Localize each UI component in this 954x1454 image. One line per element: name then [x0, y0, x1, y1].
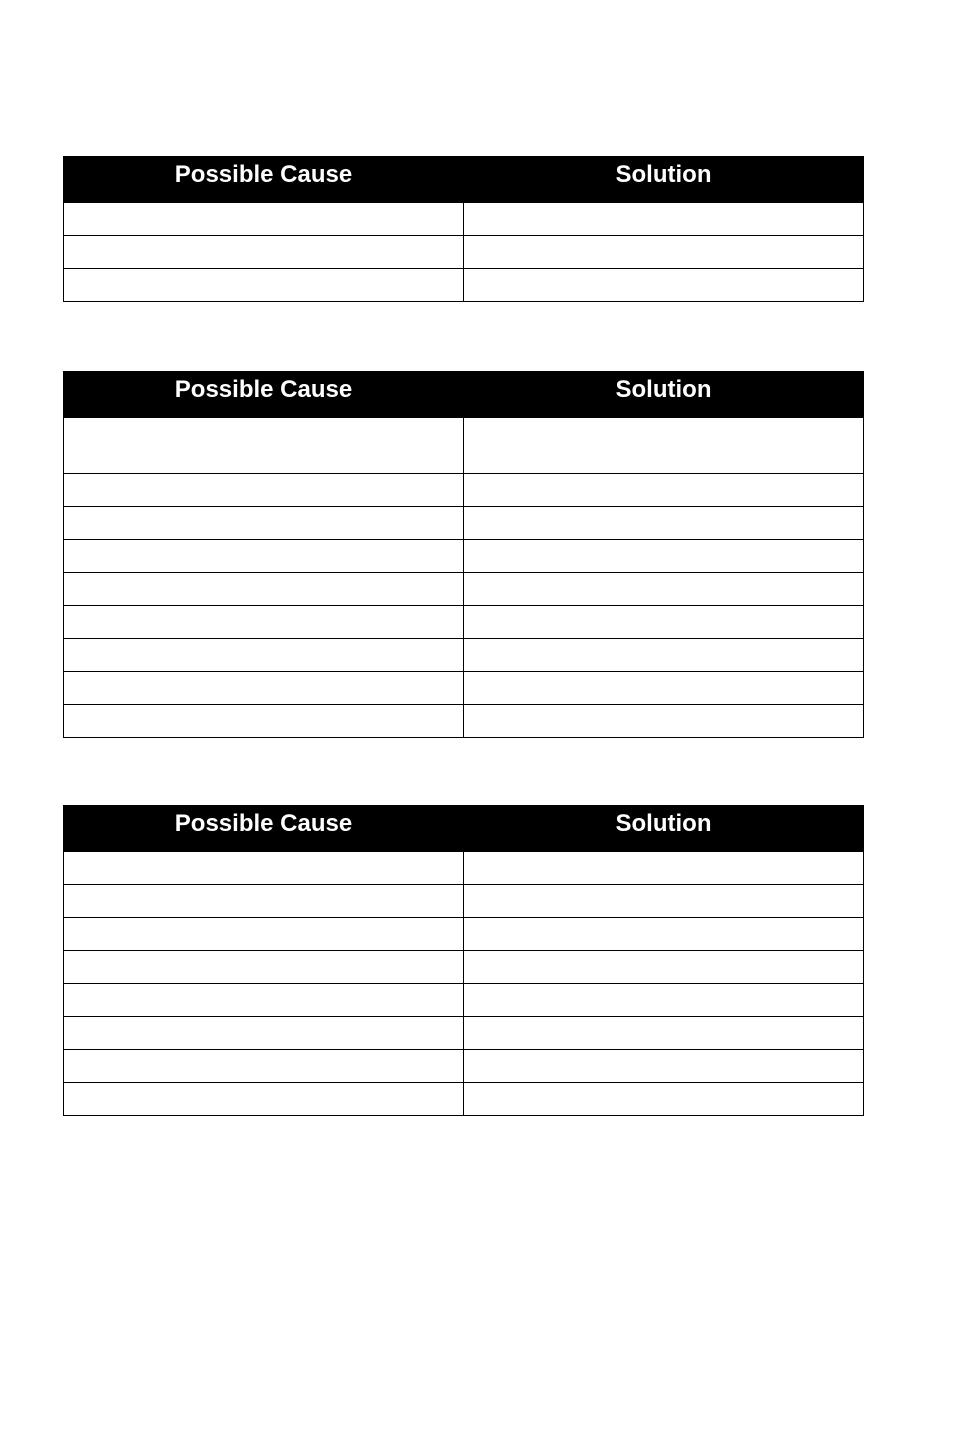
cause-cell [64, 852, 464, 885]
solution-cell [464, 236, 864, 269]
cause-cell [64, 418, 464, 474]
cause-cell [64, 984, 464, 1017]
table-row [64, 705, 864, 738]
table-row [64, 269, 864, 302]
table-row [64, 236, 864, 269]
cause-cell [64, 1017, 464, 1050]
solution-cell [464, 606, 864, 639]
table-row [64, 639, 864, 672]
solution-cell [464, 573, 864, 606]
table-row [64, 507, 864, 540]
table-row [64, 474, 864, 507]
table-row [64, 1050, 864, 1083]
cause-cell [64, 885, 464, 918]
cause-cell [64, 672, 464, 705]
table-row [64, 1017, 864, 1050]
cause-cell [64, 1083, 464, 1116]
table-header-row [64, 372, 864, 418]
header-solution: Solution [464, 372, 864, 418]
table-row [64, 918, 864, 951]
cause-cell [64, 918, 464, 951]
solution-cell [464, 885, 864, 918]
table-row [64, 573, 864, 606]
solution-cell [464, 1083, 864, 1116]
troubleshooting-table-3 [63, 805, 864, 1116]
troubleshooting-table-1 [63, 156, 864, 302]
table-row [64, 540, 864, 573]
table-row [64, 203, 864, 236]
solution-cell [464, 507, 864, 540]
cause-cell [64, 951, 464, 984]
table-row [64, 984, 864, 1017]
table-row [64, 672, 864, 705]
solution-cell [464, 672, 864, 705]
table-row [64, 885, 864, 918]
header-solution: Solution [464, 806, 864, 852]
troubleshooting-table-2 [63, 371, 864, 738]
solution-cell [464, 1050, 864, 1083]
cause-cell [64, 606, 464, 639]
cause-cell [64, 1050, 464, 1083]
solution-cell [464, 951, 864, 984]
header-possible-cause: Possible Cause [64, 157, 464, 203]
solution-cell [464, 705, 864, 738]
solution-cell [464, 418, 864, 474]
header-possible-cause: Possible Cause [64, 806, 464, 852]
cause-cell [64, 705, 464, 738]
cause-cell [64, 573, 464, 606]
header-solution: Solution [464, 157, 864, 203]
solution-cell [464, 1017, 864, 1050]
table-header-row [64, 157, 864, 203]
solution-cell [464, 474, 864, 507]
cause-cell [64, 203, 464, 236]
cause-cell [64, 269, 464, 302]
solution-cell [464, 639, 864, 672]
solution-cell [464, 540, 864, 573]
header-possible-cause: Possible Cause [64, 372, 464, 418]
solution-cell [464, 918, 864, 951]
table-row [64, 418, 864, 474]
table-header-row [64, 806, 864, 852]
cause-cell [64, 507, 464, 540]
cause-cell [64, 474, 464, 507]
solution-cell [464, 269, 864, 302]
cause-cell [64, 540, 464, 573]
solution-cell [464, 852, 864, 885]
cause-cell [64, 236, 464, 269]
table-row [64, 951, 864, 984]
solution-cell [464, 984, 864, 1017]
cause-cell [64, 639, 464, 672]
solution-cell [464, 203, 864, 236]
table-row [64, 606, 864, 639]
table-row [64, 1083, 864, 1116]
table-row [64, 852, 864, 885]
